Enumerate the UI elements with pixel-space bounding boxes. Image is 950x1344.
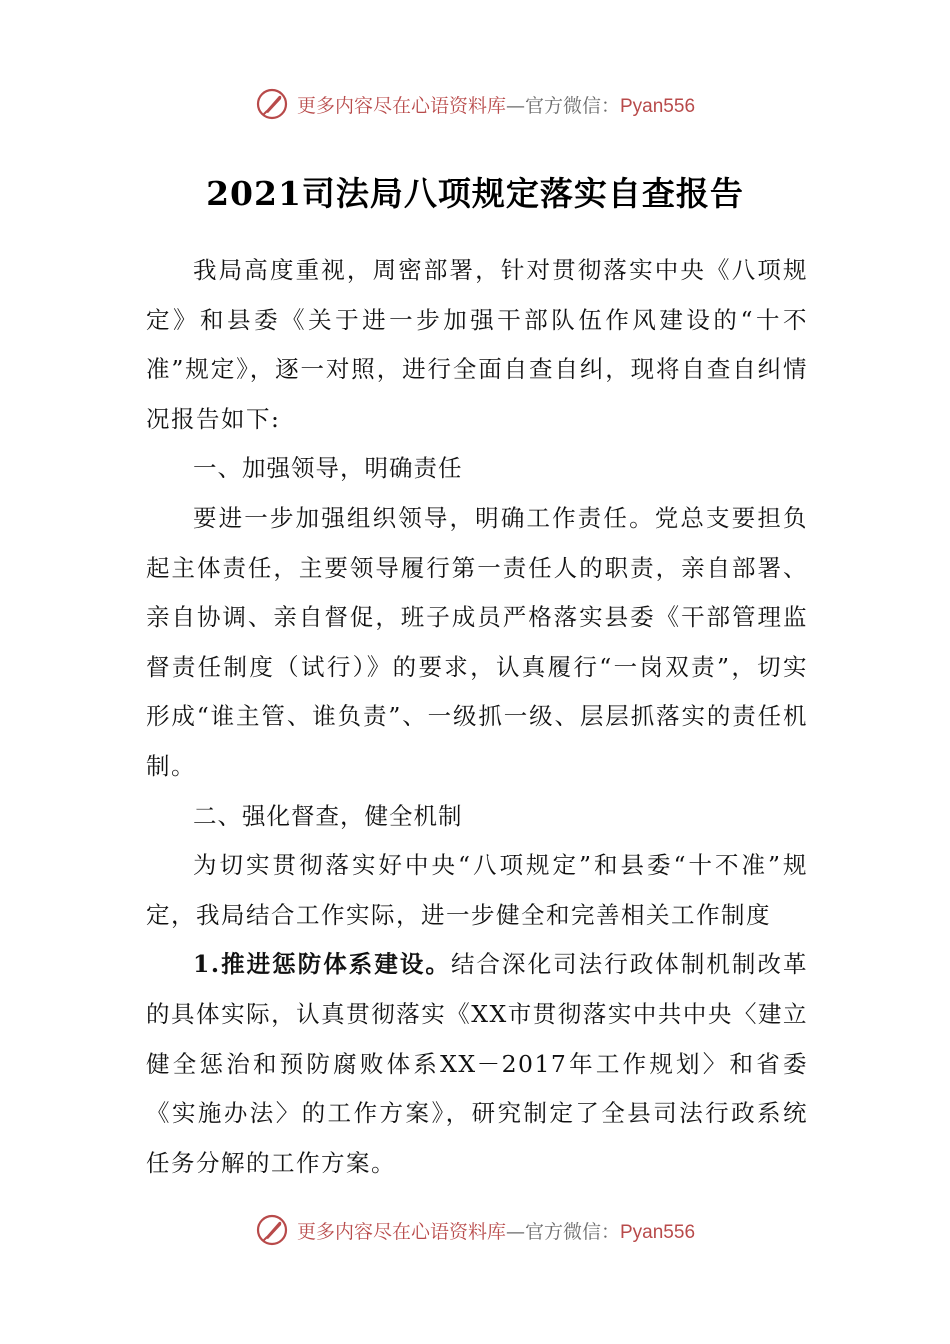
watermark-header bbox=[0, 84, 950, 124]
watermark-header-inner bbox=[255, 87, 695, 121]
document-title: 2021司法局八项规定落实自查报告 bbox=[206, 174, 744, 213]
watermark-wechat-id: Pyan556 bbox=[620, 1221, 696, 1243]
section-2-item-1 bbox=[146, 940, 808, 1188]
document-body bbox=[146, 246, 808, 1188]
section-2-item-1-lead: 1.推进惩防体系建设。 bbox=[193, 950, 451, 979]
quill-pen-logo-icon bbox=[255, 1213, 289, 1247]
section-2-paragraph: 为切实贯彻落实好中央“八项规定”和县委“十不准”规定，我局结合工作实际，进一步健全和完善相关工作制度 bbox=[146, 851, 808, 929]
watermark-separator: — bbox=[505, 94, 525, 117]
intro-paragraph: 我局高度重视，周密部署，针对贯彻落实中央《八项规定》和县委《关于进一步加强干部队伍作风建设的“十不准”规定》，逐一对照，进行全面自查自纠，现将自查自纠情况报告如下: bbox=[146, 256, 808, 433]
watermark-footer-inner bbox=[255, 1213, 695, 1247]
watermark-text bbox=[297, 1217, 695, 1244]
watermark-footer bbox=[0, 1210, 950, 1250]
watermark-official-text: 官方微信： bbox=[524, 94, 620, 117]
section-1-paragraph: 要进一步加强组织领导，明确工作责任。党总支要担负起主体责任，主要领导履行第一责任人的职责，亲自部署、亲自协调、亲自督促，班子成员严格落实县委《干部管理监督责任制度（试行）》的要求，认真履行“一岗双责”，切实形成“谁主管、谁负责”、一级抓一级、层层抓落实的责任机制。 bbox=[146, 503, 808, 780]
section-2-item-1-body: 结合深化司法行政体制机制改革的具体实际，认真贯彻落实《XX市贯彻落实中共中央〈建立健全惩治和预防腐败体系XX－2017年工作规划〉和省委《实施办法〉的工作方案》，研究制定了全县司法行政系统任务分解的工作方案。 bbox=[146, 950, 808, 1177]
watermark-official-text: 官方微信： bbox=[524, 1220, 620, 1243]
watermark-wechat-id: Pyan556 bbox=[620, 95, 696, 117]
section-1-heading: 一、加强领导，明确责任 bbox=[193, 454, 463, 483]
watermark-separator: — bbox=[505, 1220, 525, 1243]
watermark-site-text: 更多内容尽在心语资料库 bbox=[296, 94, 506, 117]
quill-pen-logo-icon bbox=[255, 87, 289, 121]
section-2-heading: 二、强化督查，健全机制 bbox=[193, 801, 463, 830]
watermark-site-text: 更多内容尽在心语资料库 bbox=[296, 1220, 506, 1243]
watermark-text bbox=[297, 91, 695, 118]
